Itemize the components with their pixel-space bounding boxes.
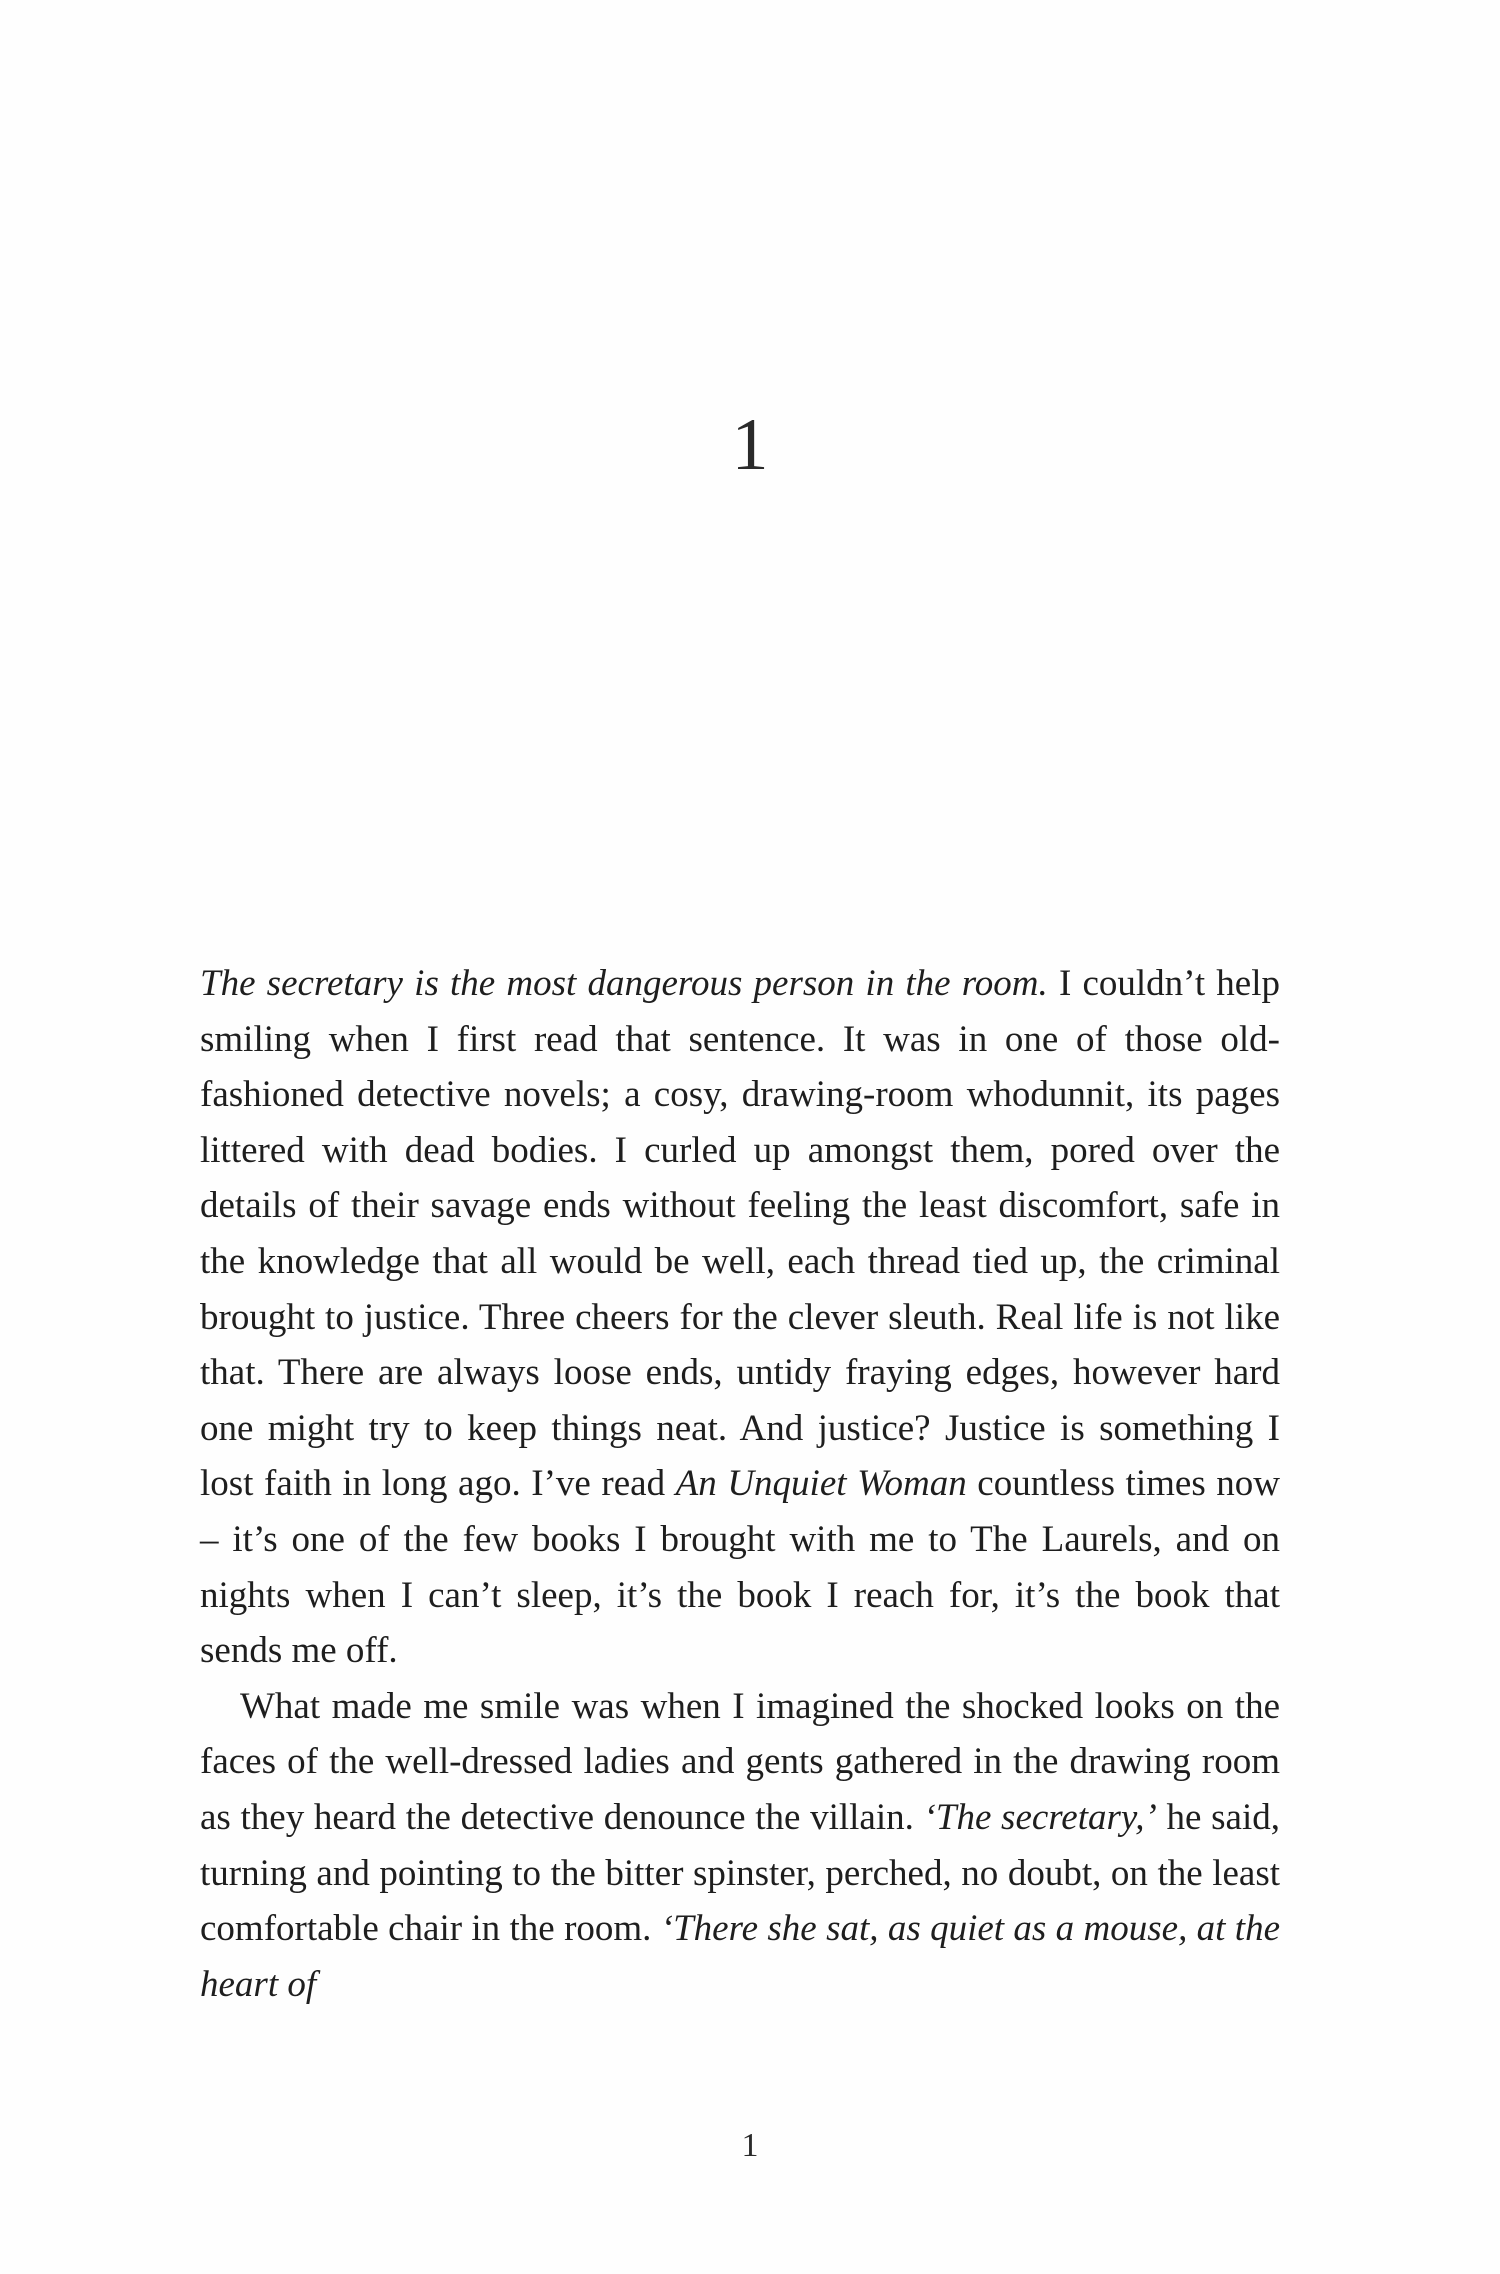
text-run: ‘The secretary,’ <box>923 1796 1157 1838</box>
body-text <box>200 956 1280 2012</box>
text-run: What made me smile was when I imagined the shocked looks on the faces of the well-dressed ladies and gents gathered in the drawing room as they heard the detective denounce the villain. <box>200 1685 1280 1838</box>
text-run: he said, turning and pointing to the bitter spinster, perched, no doubt, on the least comfortable chair in the room. <box>200 1796 1280 1950</box>
text-run: countless times now – it’s one of the few books I brought with me to The Laurels, and on nights when I can’t sleep, it’s the book I reach for, it’s the book that sends me off. <box>200 1463 1280 1672</box>
text-run: An Unquiet Woman <box>675 1463 967 1505</box>
paragraph <box>200 1679 1280 2013</box>
paragraph <box>200 956 1280 1679</box>
text-run: The secretary is the most dangerous person in the room. <box>200 963 1048 1004</box>
text-run: ‘There she sat, as quiet as a mouse, at the heart of <box>200 1908 1280 2005</box>
text-run: I couldn’t help smiling when I first read that sentence. It was in one of those old-fashioned detective novels; a cosy, drawing-room whodunnit, its pages littered with dead bodies. I curled up amongst them, pored over the details of their savage ends without feeling the least discomfort, safe in the knowledge that all would be well, each thread tied up, the criminal brought to justice. Three cheers for the clever sleuth. Real life is not like that. There are always loose ends, untidy fraying edges, however hard one might try to keep things neat. And justice? Justice is something I lost faith in long ago. I’ve read <box>200 963 1280 1505</box>
page-number: 1 <box>741 2127 759 2164</box>
chapter-number: 1 <box>731 404 769 486</box>
